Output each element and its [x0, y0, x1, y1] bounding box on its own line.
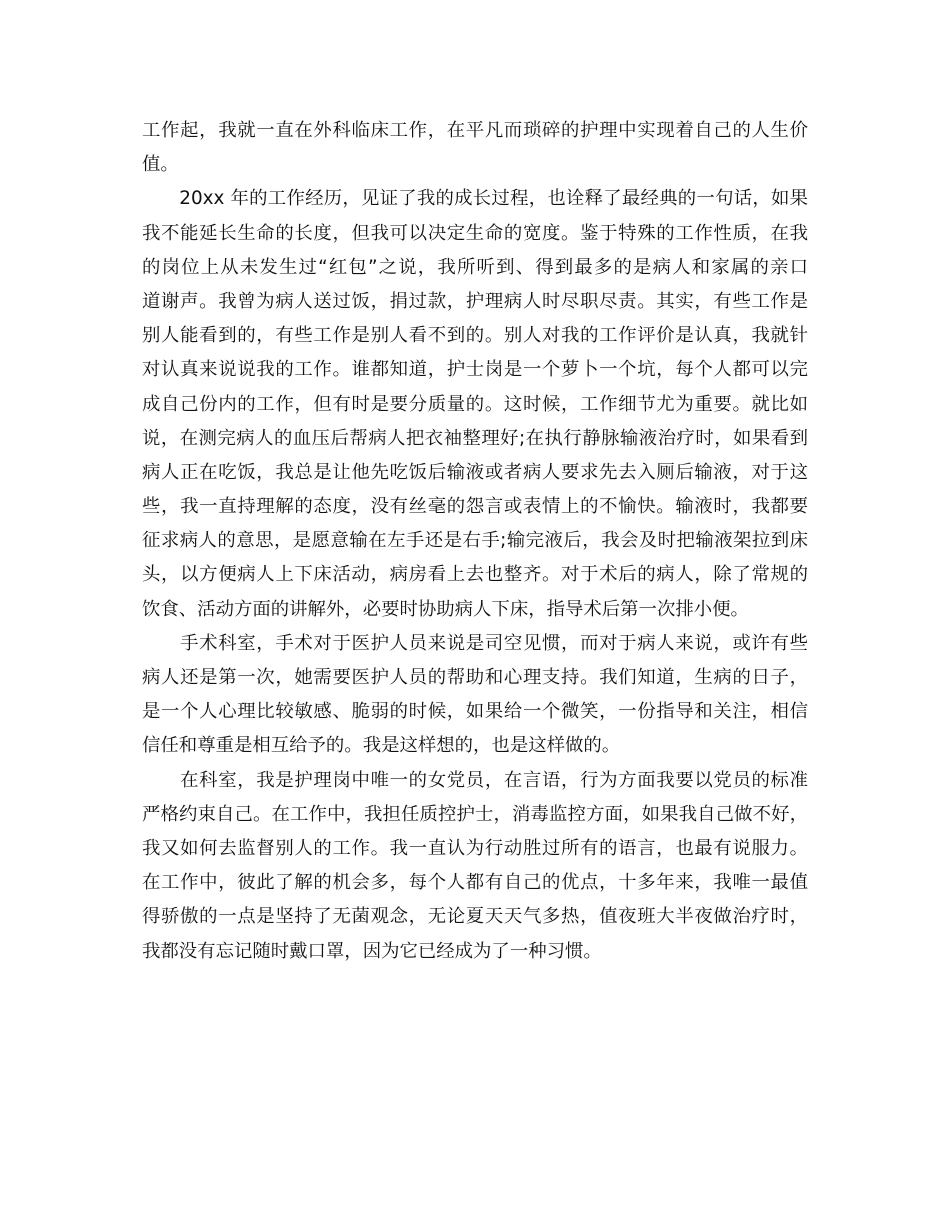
paragraph-1: [142, 114, 808, 182]
text-line: 病人还是第一次，她需要医护人员的帮助和心理支持。我们知道，生病的日子，: [142, 667, 808, 688]
text-line: 我又如何去监督别人的工作。我一直认为行动胜过所有的语言，也最有说服力。: [142, 837, 808, 859]
text-line: 20xx 年的工作经历，见证了我的成长过程，也诠释了最经典的一句话，如果: [142, 188, 808, 210]
text-line: 对认真来说说我的工作。谁都知道，护士岗是一个萝卜一个坑，每个人都可以完: [142, 359, 808, 381]
paragraph-4: [142, 764, 808, 969]
text-line: 别人能看到的，有些工作是别人看不到的。别人对我的工作评价是认真，我就针: [142, 325, 808, 347]
text-line: 些，我一直持理解的态度，没有丝毫的怨言或表情上的不愉快。输液时，我都要: [142, 496, 808, 518]
text-line: 在工作中，彼此了解的机会多，每个人都有自己的优点，十多年来，我唯一最值: [142, 872, 808, 894]
text-line: 手术科室，手术对于医护人员来说是司空见惯，而对于病人来说，或许有些: [142, 632, 808, 654]
text-line: 得骄傲的一点是坚持了无菌观念，无论夏天天气多热，值夜班大半夜做治疗时，: [142, 906, 808, 928]
text-line: 头，以方便病人上下床活动，病房看上去也整齐。对于术后的病人，除了常规的: [142, 564, 808, 586]
text-line: 成自己份内的工作，但有时是要分质量的。这时候，工作细节尤为重要。就比如: [142, 393, 808, 415]
text-line: 说，在测完病人的血压后帮病人把衣袖整理好;在执行静脉输液治疗时，如果看到: [142, 427, 808, 449]
text-line: 值。: [142, 154, 179, 176]
text-line: 是一个人心理比较敏感、脆弱的时候，如果给一个微笑，一份指导和关注，相信: [142, 701, 808, 723]
text-line: 的岗位上从未发生过“红包”之说，我所听到、得到最多的是病人和家属的亲口: [142, 256, 808, 278]
text-line: 病人正在吃饭，我总是让他先吃饭后输液或者病人要求先去入厕后输液，对于这: [142, 461, 808, 483]
document-body: [142, 114, 808, 969]
paragraph-3: [142, 627, 808, 764]
text-line: 征求病人的意思，是愿意输在左手还是右手;输完液后，我会及时把输液架拉到床: [142, 530, 808, 552]
text-line: 工作起，我就一直在外科临床工作，在平凡而琐碎的护理中实现着自己的人生价: [142, 120, 808, 141]
paragraph-2: [142, 182, 808, 626]
text-line: 严格约束自己。在工作中，我担任质控护士，消毒监控方面，如果我自己做不好，: [142, 803, 808, 825]
text-line: 在科室，我是护理岗中唯一的女党员，在言语，行为方面我要以党员的标准: [142, 769, 808, 791]
text-line: 我都没有忘记随时戴口罩，因为它已经成为了一种习惯。: [142, 940, 602, 962]
text-line: 信任和尊重是相互给予的。我是这样想的，也是这样做的。: [142, 735, 621, 757]
text-line: 道谢声。我曾为病人送过饭，捐过款，护理病人时尽职尽责。其实，有些工作是: [142, 290, 808, 312]
text-line: 我不能延长生命的长度，但我可以决定生命的宽度。鉴于特殊的工作性质，在我: [142, 222, 808, 244]
text-line: 饮食、活动方面的讲解外，必要时协助病人下床，指导术后第一次排小便。: [142, 598, 749, 620]
